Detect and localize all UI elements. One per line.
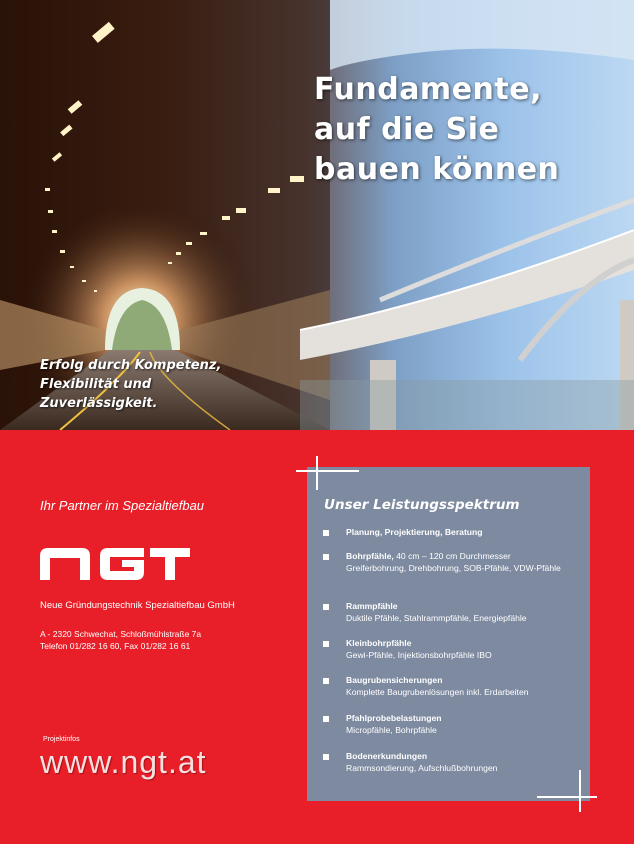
company-section	[0, 430, 634, 844]
bullet-icon	[323, 716, 329, 722]
service-description: Rammsondierung, Aufschlußbohrungen	[346, 763, 498, 773]
service-description: Duktile Pfähle, Stahlrammpfähle, Energiepfähle	[346, 613, 527, 623]
bullet-icon	[323, 678, 329, 684]
bullet-icon	[323, 754, 329, 760]
slogan-line-1: Erfolg durch Kompetenz,	[40, 358, 222, 373]
crosshair-bottom-vertical	[579, 770, 581, 812]
services-title: Unser Leistungsspektrum	[324, 497, 520, 513]
service-item	[321, 712, 586, 736]
bullet-icon	[323, 530, 329, 536]
service-item	[321, 637, 586, 661]
bullet-icon	[323, 554, 329, 560]
service-item	[321, 750, 586, 774]
projektinfos-label: Projektinfos	[43, 736, 80, 743]
service-description: Greiferbohrung, Drehbohrung, SOB-Pfähle, VDW-Pfähle	[346, 563, 561, 573]
bullet-icon	[323, 641, 329, 647]
slogan-line-3: Zuverlässigkeit.	[40, 396, 158, 411]
services-panel	[307, 467, 590, 801]
headline-line-1: Fundamente,	[314, 72, 542, 107]
service-item	[321, 600, 586, 624]
service-inline-detail: 40 cm – 120 cm Durchmesser	[393, 551, 511, 561]
crosshair-top-horizontal	[296, 470, 359, 472]
headline-line-3: bauen können	[314, 152, 560, 187]
slogan	[40, 356, 221, 413]
address: A - 2320 Schwechat, Schloßmühlstraße 7a	[40, 629, 202, 639]
service-title: Bodenerkundungen	[346, 751, 428, 761]
tagline: Ihr Partner im Spezialtiefbau	[40, 498, 205, 513]
bullet-icon	[323, 604, 329, 610]
service-title: Rammpfähle	[346, 601, 398, 611]
service-item	[321, 550, 586, 574]
crosshair-top-vertical	[316, 456, 318, 490]
website-link[interactable]: www.ngt.at	[40, 744, 207, 780]
crosshair-bottom-horizontal	[537, 796, 597, 798]
ngt-logo	[40, 548, 190, 585]
slogan-line-2: Flexibilität und	[40, 377, 152, 392]
service-description: Micropfähle, Bohrpfähle	[346, 725, 437, 735]
service-description: Gewi-Pfähle, Injektionsbohrpfähle IBO	[346, 650, 492, 660]
service-item	[321, 526, 586, 538]
service-item	[321, 674, 586, 698]
contact-block	[40, 628, 201, 652]
service-description: Komplette Baugrubenlösungen inkl. Erdarbeiten	[346, 687, 529, 697]
company-name: Neue Gründungstechnik Spezialtiefbau GmbH	[40, 600, 235, 611]
service-title: Baugrubensicherungen	[346, 675, 443, 685]
service-title: Kleinbohrpfähle	[346, 638, 412, 648]
service-title: Pfahlprobebelastungen	[346, 713, 442, 723]
service-title: Planung, Projektierung, Beratung	[346, 527, 483, 537]
headline	[314, 70, 559, 190]
headline-line-2: auf die Sie	[314, 112, 500, 147]
service-title: Bohrpfähle,	[346, 551, 394, 561]
phone-fax: Telefon 01/282 16 60, Fax 01/282 16 61	[40, 641, 191, 651]
